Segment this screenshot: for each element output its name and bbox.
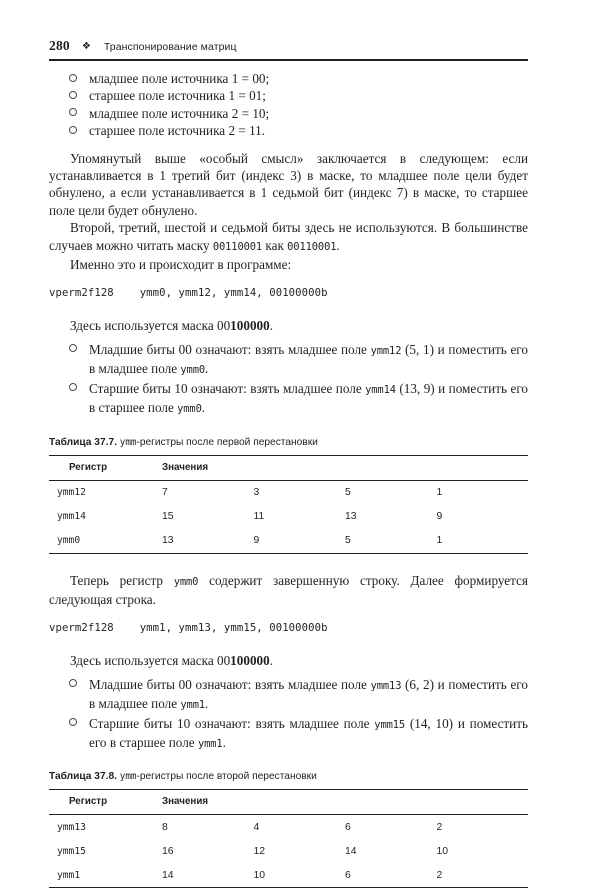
list-item [49, 122, 528, 139]
text-segment: . [205, 361, 209, 377]
table-caption-37-7 [49, 437, 528, 448]
cell-value: 4 [253, 821, 260, 833]
text-segment: (14, 10) и поместить его в старшее поле [89, 715, 529, 750]
text-segment: Здесь используется маска 00 [70, 318, 231, 334]
paragraph-mask-intro-2 [49, 652, 528, 669]
circle-bullet-icon [69, 126, 77, 134]
text-segment: как [262, 237, 288, 253]
circle-bullet-icon [69, 679, 77, 687]
cell-value: 8 [162, 821, 168, 833]
text-segment: Младшие биты 00 означают: взять младшее поле [89, 341, 371, 357]
cell-value: 11 [253, 511, 265, 522]
table-row [49, 480, 528, 505]
list-item-label: старшее поле источника 1 = 01; [89, 88, 266, 104]
circle-bullet-icon [69, 718, 77, 726]
register-ref: ymm0 [173, 575, 199, 588]
cell-value: 15 [162, 511, 174, 522]
circle-bullet-icon [69, 108, 77, 116]
cell-register-name: ymm15 [57, 845, 86, 857]
source-fields-list [49, 70, 528, 140]
cell-value: 1 [436, 535, 443, 546]
register-ref: ymm1 [197, 737, 223, 750]
paragraph-bits-unused [49, 219, 528, 256]
cell-value: 5 [345, 535, 351, 546]
text-segment: . [269, 653, 274, 669]
table-caption-37-8 [49, 771, 528, 782]
list-item [49, 105, 528, 122]
column-header-values: Значения [162, 796, 209, 808]
table-body [49, 480, 528, 553]
table-body [49, 815, 528, 888]
list-item [49, 70, 528, 87]
register-ref: ymm13 [370, 679, 402, 692]
code-line-first-shuffle: vperm2f128 ymm0, ymm12, ymm14, 00100000b [49, 287, 328, 300]
cell-value: 13 [162, 535, 174, 546]
page-body [49, 70, 528, 888]
page-number: 280 [49, 38, 70, 53]
table-row [49, 815, 528, 840]
table-row [49, 863, 528, 888]
cell-value: 14 [162, 869, 174, 881]
cell-value: 16 [162, 845, 174, 857]
cell-register-name: ymm1 [57, 869, 81, 881]
table-header-row [49, 455, 528, 480]
circle-bullet-icon [69, 91, 77, 99]
cell-value: 3 [253, 487, 260, 498]
text-segment: содержит завершенную строку. Далее формируется следующая строка. [49, 572, 528, 607]
paragraph-special-meaning: Упомянутый выше «особый смысл» заключается в следующем: если устанавливается в 1 третий бит (индекс 3) в маске, то младшее поле цели будет обнулено, а если устанавливается в 1 седьмой бит (индекс 7) в маске, то старшее поле цели будет обнулено. [49, 150, 528, 218]
text-segment: (13, 9) и поместить его в старшее поле [89, 380, 528, 416]
text-segment: . [269, 318, 274, 334]
list-item-label: младшее поле источника 1 = 00; [89, 71, 270, 86]
text-segment: . [222, 734, 226, 750]
chapter-title: Транспонирование матриц [103, 41, 237, 53]
text-segment: (6, 2) и поместить его в младшее поле [89, 676, 528, 712]
circle-bullet-icon [69, 344, 77, 352]
cell-register-name: ymm14 [57, 511, 86, 522]
circle-bullet-icon [69, 74, 77, 82]
cell-value: 2 [436, 869, 443, 881]
circle-bullet-icon [69, 383, 77, 391]
table-caption-rest: -регистры после первой перестановки [136, 436, 318, 448]
paragraph-program-intro: Именно это и происходит в программе: [70, 257, 292, 273]
list-item [49, 715, 528, 754]
cell-value: 9 [436, 511, 443, 522]
table-caption-mono: ymm [119, 436, 137, 448]
list-item [49, 380, 528, 419]
cell-value: 10 [253, 869, 266, 881]
column-header-register: Регистр [69, 461, 108, 473]
table-caption-mono: ymm [119, 771, 137, 783]
cell-value: 2 [436, 821, 443, 833]
code-line-second-shuffle: vperm2f128 ymm1, ymm13, ymm15, 00100000b [49, 622, 328, 635]
cell-value: 6 [345, 869, 351, 881]
text-segment: . [205, 696, 209, 712]
cell-value: 9 [253, 535, 260, 546]
register-ref: ymm1 [180, 699, 206, 712]
paragraph-now-register [49, 572, 528, 609]
table-registers-second-shuffle [49, 789, 528, 888]
table-registers-first-shuffle [49, 455, 528, 554]
cell-register-name: ymm13 [57, 821, 86, 833]
column-header-values: Значения [162, 461, 209, 473]
mask-bold-bits: 100000 [230, 653, 270, 669]
table-row [49, 529, 528, 554]
list-item-label: младшее поле источника 2 = 10; [89, 105, 270, 121]
table-header-row [49, 790, 528, 815]
text-segment: Старшие биты 10 означают: взять младшее поле [89, 715, 375, 731]
cell-value: 6 [345, 821, 351, 833]
table-caption-label: Таблица 37.7. [49, 436, 117, 448]
table-head [49, 790, 528, 815]
cell-value: 7 [162, 487, 168, 498]
text-segment: Младшие биты 00 означают: взять младшее поле [89, 676, 371, 692]
mask-value-b: 00110001 [287, 240, 337, 253]
table-head [49, 455, 528, 480]
register-ref: ymm15 [374, 718, 406, 731]
text-segment: Второй, третий, шестой и седьмой биты здесь не используются. В большинстве случаев можно читать маску [49, 220, 528, 253]
list-item [49, 341, 528, 380]
text-segment: Здесь используется маска 00 [70, 653, 231, 669]
register-ref: ymm12 [370, 344, 402, 357]
list-item [49, 87, 528, 104]
cell-register-name: ymm12 [57, 487, 86, 498]
text-segment: Старшие биты 10 означают: взять младшее поле [89, 380, 366, 396]
table-caption-label: Таблица 37.8. [49, 771, 117, 783]
mask-value-a: 00110001 [212, 240, 263, 253]
cell-value: 5 [345, 487, 351, 498]
cell-register-name: ymm0 [57, 535, 81, 546]
text-segment: . [201, 400, 206, 416]
table-row [49, 839, 528, 863]
cell-value: 1 [436, 487, 443, 498]
cell-value: 10 [436, 845, 449, 857]
register-ref: ymm14 [365, 383, 396, 396]
diamond-ornament-icon: ❖ [81, 41, 91, 52]
text-segment: (5, 1) и поместить его в младшее поле [89, 341, 528, 377]
register-ref: ymm0 [180, 364, 206, 377]
table-caption-rest: -регистры после второй перестановки [136, 771, 317, 783]
cell-value: 13 [345, 511, 357, 522]
text-segment: Теперь регистр [70, 572, 174, 588]
list-item [49, 676, 528, 715]
list-item-label: старшее поле источника 2 = 11. [89, 123, 266, 139]
cell-value: 12 [253, 845, 266, 857]
mask-bold-bits: 100000 [230, 318, 270, 334]
column-header-register: Регистр [69, 796, 108, 808]
paragraph-mask-intro-1 [49, 317, 528, 334]
running-head [49, 38, 528, 54]
text-segment: . [336, 237, 340, 253]
cell-value: 14 [345, 845, 357, 857]
register-ref: ymm0 [177, 403, 202, 416]
mask-explanation-list-2 [49, 676, 528, 754]
table-row [49, 505, 528, 529]
mask-explanation-list-1 [49, 341, 528, 419]
header-rule [49, 59, 528, 61]
